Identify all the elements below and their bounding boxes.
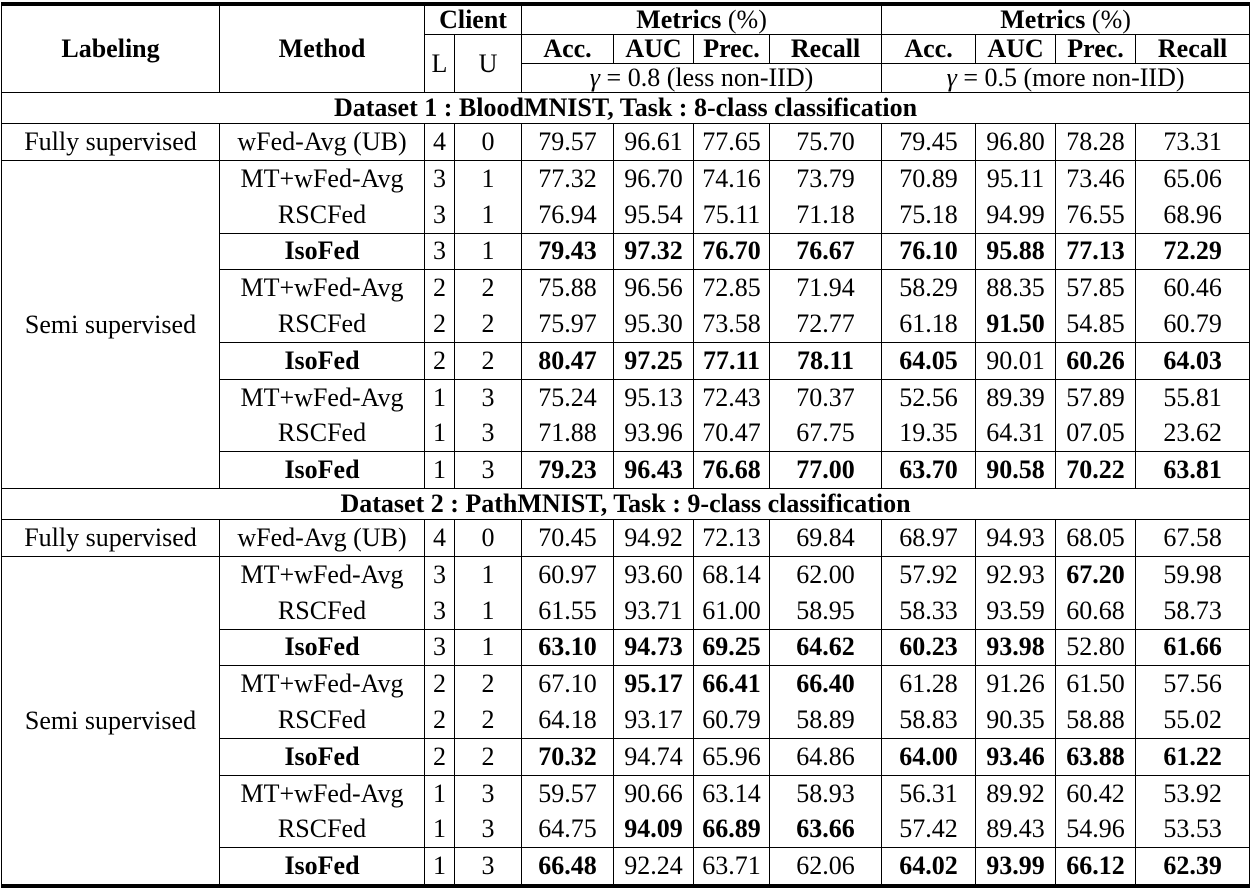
metric-value-cell: 59.98: [1136, 557, 1250, 593]
metric-value-cell: 60.68: [1056, 593, 1136, 629]
unlabeled-clients-cell: 3: [455, 848, 522, 886]
metric-value-cell: 65.96: [694, 738, 770, 775]
metric-value-cell: 67.58: [1136, 520, 1250, 557]
metric-value-cell: 95.88: [976, 233, 1056, 270]
metric-value-cell: 52.56: [882, 379, 976, 415]
metric-value-cell: 76.68: [694, 452, 770, 489]
metric-value-cell: 66.40: [770, 666, 882, 702]
metric-value-cell: 77.11: [694, 343, 770, 380]
metric-value-cell: 96.61: [614, 124, 694, 161]
col-header-recall-2: Recall: [1136, 35, 1250, 64]
unlabeled-clients-cell: 3: [455, 379, 522, 415]
gamma-text: = 0.5 (more non-IID): [963, 63, 1185, 93]
metric-value-cell: 92.93: [976, 557, 1056, 593]
metric-value-cell: 77.65: [694, 124, 770, 161]
metric-value-cell: 96.80: [976, 124, 1056, 161]
metrics-label: Metrics: [1000, 5, 1086, 34]
metric-value-cell: 76.55: [1056, 197, 1136, 233]
labeled-clients-cell: 3: [425, 161, 455, 197]
metrics-unit: (%): [1091, 5, 1131, 34]
method-cell: RSCFed: [220, 593, 425, 629]
unlabeled-clients-cell: 1: [455, 557, 522, 593]
metric-value-cell: 73.46: [1056, 161, 1136, 197]
metric-value-cell: 68.96: [1136, 197, 1250, 233]
method-cell: MT+wFed-Avg: [220, 161, 425, 197]
labeled-clients-cell: 2: [425, 702, 455, 738]
metric-value-cell: 61.00: [694, 593, 770, 629]
metric-value-cell: 61.55: [522, 593, 614, 629]
metric-value-cell: 92.24: [614, 848, 694, 886]
unlabeled-clients-cell: 2: [455, 270, 522, 306]
metric-value-cell: 61.66: [1136, 629, 1250, 666]
method-cell: IsoFed: [220, 629, 425, 666]
gamma-condition-2: [882, 64, 1250, 93]
gamma-symbol: γ: [946, 63, 957, 93]
col-header-method: Method: [220, 4, 425, 93]
method-cell: IsoFed: [220, 452, 425, 489]
metric-value-cell: 70.37: [770, 379, 882, 415]
table-header: [2, 4, 1250, 93]
metric-value-cell: 68.14: [694, 557, 770, 593]
metric-value-cell: 94.09: [614, 812, 694, 848]
metric-value-cell: 68.05: [1056, 520, 1136, 557]
unlabeled-clients-cell: 3: [455, 775, 522, 811]
metric-value-cell: 64.03: [1136, 343, 1250, 380]
metric-value-cell: 75.18: [882, 197, 976, 233]
method-cell: IsoFed: [220, 738, 425, 775]
metric-value-cell: 95.13: [614, 379, 694, 415]
col-header-labeling: Labeling: [2, 4, 220, 93]
metric-value-cell: 58.29: [882, 270, 976, 306]
metric-value-cell: 95.17: [614, 666, 694, 702]
metric-value-cell: 97.32: [614, 233, 694, 270]
metric-value-cell: 70.45: [522, 520, 614, 557]
metric-value-cell: 58.89: [770, 702, 882, 738]
metric-value-cell: 93.71: [614, 593, 694, 629]
metric-value-cell: 96.56: [614, 270, 694, 306]
metric-value-cell: 88.35: [976, 270, 1056, 306]
unlabeled-clients-cell: 2: [455, 738, 522, 775]
labeled-clients-cell: 1: [425, 379, 455, 415]
metric-value-cell: 96.43: [614, 452, 694, 489]
gamma-condition-1: [522, 64, 882, 93]
metric-value-cell: 89.43: [976, 812, 1056, 848]
unlabeled-clients-cell: 2: [455, 666, 522, 702]
table-row: [2, 557, 1250, 593]
metric-value-cell: 76.10: [882, 233, 976, 270]
metric-value-cell: 70.47: [694, 416, 770, 452]
metric-value-cell: 75.70: [770, 124, 882, 161]
metric-value-cell: 72.13: [694, 520, 770, 557]
metric-value-cell: 54.96: [1056, 812, 1136, 848]
labeled-clients-cell: 1: [425, 848, 455, 886]
labeled-clients-cell: 3: [425, 197, 455, 233]
col-header-metrics-group1: [522, 4, 882, 35]
labeling-cell: Fully supervised: [2, 520, 220, 557]
metric-value-cell: 72.43: [694, 379, 770, 415]
metric-value-cell: 58.88: [1056, 702, 1136, 738]
col-header-acc-2: Acc.: [882, 35, 976, 64]
metric-value-cell: 52.80: [1056, 629, 1136, 666]
labeled-clients-cell: 2: [425, 270, 455, 306]
metric-value-cell: 64.02: [882, 848, 976, 886]
labeled-clients-cell: 1: [425, 416, 455, 452]
metric-value-cell: 64.05: [882, 343, 976, 380]
metric-value-cell: 93.59: [976, 593, 1056, 629]
metric-value-cell: 71.18: [770, 197, 882, 233]
metric-value-cell: 63.66: [770, 812, 882, 848]
metric-value-cell: 93.98: [976, 629, 1056, 666]
metric-value-cell: 64.75: [522, 812, 614, 848]
metric-value-cell: 64.18: [522, 702, 614, 738]
metric-value-cell: 64.86: [770, 738, 882, 775]
metrics-label: Metrics: [636, 5, 722, 34]
metric-value-cell: 55.02: [1136, 702, 1250, 738]
unlabeled-clients-cell: 2: [455, 702, 522, 738]
metric-value-cell: 56.31: [882, 775, 976, 811]
metric-value-cell: 60.46: [1136, 270, 1250, 306]
metric-value-cell: 60.42: [1056, 775, 1136, 811]
metric-value-cell: 70.22: [1056, 452, 1136, 489]
metric-value-cell: 66.48: [522, 848, 614, 886]
labeled-clients-cell: 3: [425, 593, 455, 629]
metric-value-cell: 63.10: [522, 629, 614, 666]
metric-value-cell: 69.25: [694, 629, 770, 666]
metric-value-cell: 55.81: [1136, 379, 1250, 415]
metric-value-cell: 71.94: [770, 270, 882, 306]
col-header-client: Client: [425, 4, 522, 35]
metric-value-cell: 79.57: [522, 124, 614, 161]
metric-value-cell: 73.58: [694, 306, 770, 342]
metric-value-cell: 73.31: [1136, 124, 1250, 161]
labeled-clients-cell: 4: [425, 520, 455, 557]
metric-value-cell: 57.89: [1056, 379, 1136, 415]
metric-value-cell: 78.11: [770, 343, 882, 380]
metric-value-cell: 91.50: [976, 306, 1056, 342]
metric-value-cell: 67.75: [770, 416, 882, 452]
metric-value-cell: 95.54: [614, 197, 694, 233]
metric-value-cell: 93.46: [976, 738, 1056, 775]
col-header-recall-1: Recall: [770, 35, 882, 64]
unlabeled-clients-cell: 1: [455, 233, 522, 270]
metric-value-cell: 62.00: [770, 557, 882, 593]
unlabeled-clients-cell: 2: [455, 343, 522, 380]
metric-value-cell: 65.06: [1136, 161, 1250, 197]
method-cell: wFed-Avg (UB): [220, 520, 425, 557]
metric-value-cell: 61.50: [1056, 666, 1136, 702]
metric-value-cell: 64.31: [976, 416, 1056, 452]
metric-value-cell: 63.71: [694, 848, 770, 886]
metric-value-cell: 94.99: [976, 197, 1056, 233]
results-table-wrapper: [1, 2, 1251, 888]
method-cell: MT+wFed-Avg: [220, 270, 425, 306]
metric-value-cell: 64.62: [770, 629, 882, 666]
labeled-clients-cell: 3: [425, 557, 455, 593]
metric-value-cell: 72.85: [694, 270, 770, 306]
labeled-clients-cell: 2: [425, 343, 455, 380]
metric-value-cell: 93.17: [614, 702, 694, 738]
metric-value-cell: 67.10: [522, 666, 614, 702]
method-cell: RSCFed: [220, 702, 425, 738]
metric-value-cell: 94.92: [614, 520, 694, 557]
unlabeled-clients-cell: 1: [455, 593, 522, 629]
metric-value-cell: 76.70: [694, 233, 770, 270]
method-cell: IsoFed: [220, 343, 425, 380]
unlabeled-clients-cell: 2: [455, 306, 522, 342]
metric-value-cell: 77.13: [1056, 233, 1136, 270]
labeled-clients-cell: 3: [425, 629, 455, 666]
metric-value-cell: 94.93: [976, 520, 1056, 557]
metric-value-cell: 72.29: [1136, 233, 1250, 270]
metric-value-cell: 61.18: [882, 306, 976, 342]
labeled-clients-cell: 4: [425, 124, 455, 161]
metric-value-cell: 64.00: [882, 738, 976, 775]
table-row: [2, 124, 1250, 161]
metric-value-cell: 76.94: [522, 197, 614, 233]
metric-value-cell: 93.99: [976, 848, 1056, 886]
metric-value-cell: 58.73: [1136, 593, 1250, 629]
metric-value-cell: 63.88: [1056, 738, 1136, 775]
metric-value-cell: 73.79: [770, 161, 882, 197]
metric-value-cell: 77.32: [522, 161, 614, 197]
metric-value-cell: 62.39: [1136, 848, 1250, 886]
metric-value-cell: 79.23: [522, 452, 614, 489]
col-header-prec-1: Prec.: [694, 35, 770, 64]
method-cell: wFed-Avg (UB): [220, 124, 425, 161]
section-banner-row: [2, 489, 1250, 520]
metric-value-cell: 68.97: [882, 520, 976, 557]
metric-value-cell: 60.79: [694, 702, 770, 738]
gamma-text: = 0.8 (less non-IID): [606, 63, 814, 93]
col-header-prec-2: Prec.: [1056, 35, 1136, 64]
metric-value-cell: 95.30: [614, 306, 694, 342]
metric-value-cell: 66.12: [1056, 848, 1136, 886]
unlabeled-clients-cell: 0: [455, 520, 522, 557]
section-banner: Dataset 1 : BloodMNIST, Task : 8-class classification: [2, 93, 1250, 124]
method-cell: MT+wFed-Avg: [220, 775, 425, 811]
metric-value-cell: 90.01: [976, 343, 1056, 380]
metric-value-cell: 66.41: [694, 666, 770, 702]
metric-value-cell: 76.67: [770, 233, 882, 270]
metric-value-cell: 57.92: [882, 557, 976, 593]
metric-value-cell: 57.42: [882, 812, 976, 848]
metric-value-cell: 61.28: [882, 666, 976, 702]
labeled-clients-cell: 2: [425, 666, 455, 702]
metric-value-cell: 90.35: [976, 702, 1056, 738]
metric-value-cell: 57.85: [1056, 270, 1136, 306]
metric-value-cell: 70.32: [522, 738, 614, 775]
table-body: [2, 93, 1250, 886]
metric-value-cell: 79.43: [522, 233, 614, 270]
metric-value-cell: 58.33: [882, 593, 976, 629]
unlabeled-clients-cell: 1: [455, 629, 522, 666]
metric-value-cell: 57.56: [1136, 666, 1250, 702]
metric-value-cell: 94.73: [614, 629, 694, 666]
metric-value-cell: 75.97: [522, 306, 614, 342]
col-header-metrics-group2: [882, 4, 1250, 35]
col-header-acc-1: Acc.: [522, 35, 614, 64]
metric-value-cell: 58.95: [770, 593, 882, 629]
unlabeled-clients-cell: 1: [455, 197, 522, 233]
results-table: [1, 2, 1250, 888]
metric-value-cell: 72.77: [770, 306, 882, 342]
metric-value-cell: 74.16: [694, 161, 770, 197]
metric-value-cell: 91.26: [976, 666, 1056, 702]
gamma-symbol: γ: [589, 63, 601, 93]
metric-value-cell: 80.47: [522, 343, 614, 380]
labeled-clients-cell: 1: [425, 775, 455, 811]
metric-value-cell: 77.00: [770, 452, 882, 489]
metric-value-cell: 95.11: [976, 161, 1056, 197]
col-header-auc-2: AUC: [976, 35, 1056, 64]
method-cell: MT+wFed-Avg: [220, 379, 425, 415]
metric-value-cell: 67.20: [1056, 557, 1136, 593]
metric-value-cell: 60.26: [1056, 343, 1136, 380]
labeling-cell: Semi supervised: [2, 161, 220, 489]
table-row: [2, 520, 1250, 557]
metric-value-cell: 61.22: [1136, 738, 1250, 775]
col-header-labeled-clients: L: [425, 35, 455, 93]
metric-value-cell: 54.85: [1056, 306, 1136, 342]
metric-value-cell: 63.14: [694, 775, 770, 811]
metric-value-cell: 60.79: [1136, 306, 1250, 342]
section-banner: Dataset 2 : PathMNIST, Task : 9-class classification: [2, 489, 1250, 520]
metric-value-cell: 59.57: [522, 775, 614, 811]
metric-value-cell: 58.93: [770, 775, 882, 811]
metric-value-cell: 60.97: [522, 557, 614, 593]
method-cell: IsoFed: [220, 233, 425, 270]
metric-value-cell: 75.88: [522, 270, 614, 306]
method-cell: MT+wFed-Avg: [220, 666, 425, 702]
metric-value-cell: 79.45: [882, 124, 976, 161]
metric-value-cell: 90.58: [976, 452, 1056, 489]
metric-value-cell: 97.25: [614, 343, 694, 380]
section-banner-row: [2, 93, 1250, 124]
metric-value-cell: 75.11: [694, 197, 770, 233]
labeling-cell: Fully supervised: [2, 124, 220, 161]
metric-value-cell: 93.60: [614, 557, 694, 593]
metric-value-cell: 19.35: [882, 416, 976, 452]
metric-value-cell: 58.83: [882, 702, 976, 738]
table-row: [2, 161, 1250, 197]
method-cell: RSCFed: [220, 306, 425, 342]
method-cell: MT+wFed-Avg: [220, 557, 425, 593]
metric-value-cell: 75.24: [522, 379, 614, 415]
metric-value-cell: 66.89: [694, 812, 770, 848]
method-cell: RSCFed: [220, 812, 425, 848]
metric-value-cell: 63.81: [1136, 452, 1250, 489]
method-cell: IsoFed: [220, 848, 425, 886]
metric-value-cell: 70.89: [882, 161, 976, 197]
col-header-unlabeled-clients: U: [455, 35, 522, 93]
metric-value-cell: 94.74: [614, 738, 694, 775]
labeled-clients-cell: 3: [425, 233, 455, 270]
method-cell: RSCFed: [220, 416, 425, 452]
metric-value-cell: 53.92: [1136, 775, 1250, 811]
labeling-cell: Semi supervised: [2, 557, 220, 887]
unlabeled-clients-cell: 1: [455, 161, 522, 197]
labeled-clients-cell: 1: [425, 452, 455, 489]
labeled-clients-cell: 1: [425, 812, 455, 848]
col-header-auc-1: AUC: [614, 35, 694, 64]
method-cell: RSCFed: [220, 197, 425, 233]
metric-value-cell: 93.96: [614, 416, 694, 452]
metric-value-cell: 63.70: [882, 452, 976, 489]
metric-value-cell: 69.84: [770, 520, 882, 557]
metric-value-cell: 07.05: [1056, 416, 1136, 452]
unlabeled-clients-cell: 3: [455, 812, 522, 848]
metric-value-cell: 78.28: [1056, 124, 1136, 161]
labeled-clients-cell: 2: [425, 738, 455, 775]
unlabeled-clients-cell: 3: [455, 416, 522, 452]
metric-value-cell: 89.92: [976, 775, 1056, 811]
metric-value-cell: 60.23: [882, 629, 976, 666]
metric-value-cell: 62.06: [770, 848, 882, 886]
metric-value-cell: 71.88: [522, 416, 614, 452]
metric-value-cell: 23.62: [1136, 416, 1250, 452]
metrics-unit: (%): [727, 5, 767, 34]
metric-value-cell: 96.70: [614, 161, 694, 197]
unlabeled-clients-cell: 0: [455, 124, 522, 161]
labeled-clients-cell: 2: [425, 306, 455, 342]
unlabeled-clients-cell: 3: [455, 452, 522, 489]
metric-value-cell: 53.53: [1136, 812, 1250, 848]
metric-value-cell: 89.39: [976, 379, 1056, 415]
metric-value-cell: 90.66: [614, 775, 694, 811]
